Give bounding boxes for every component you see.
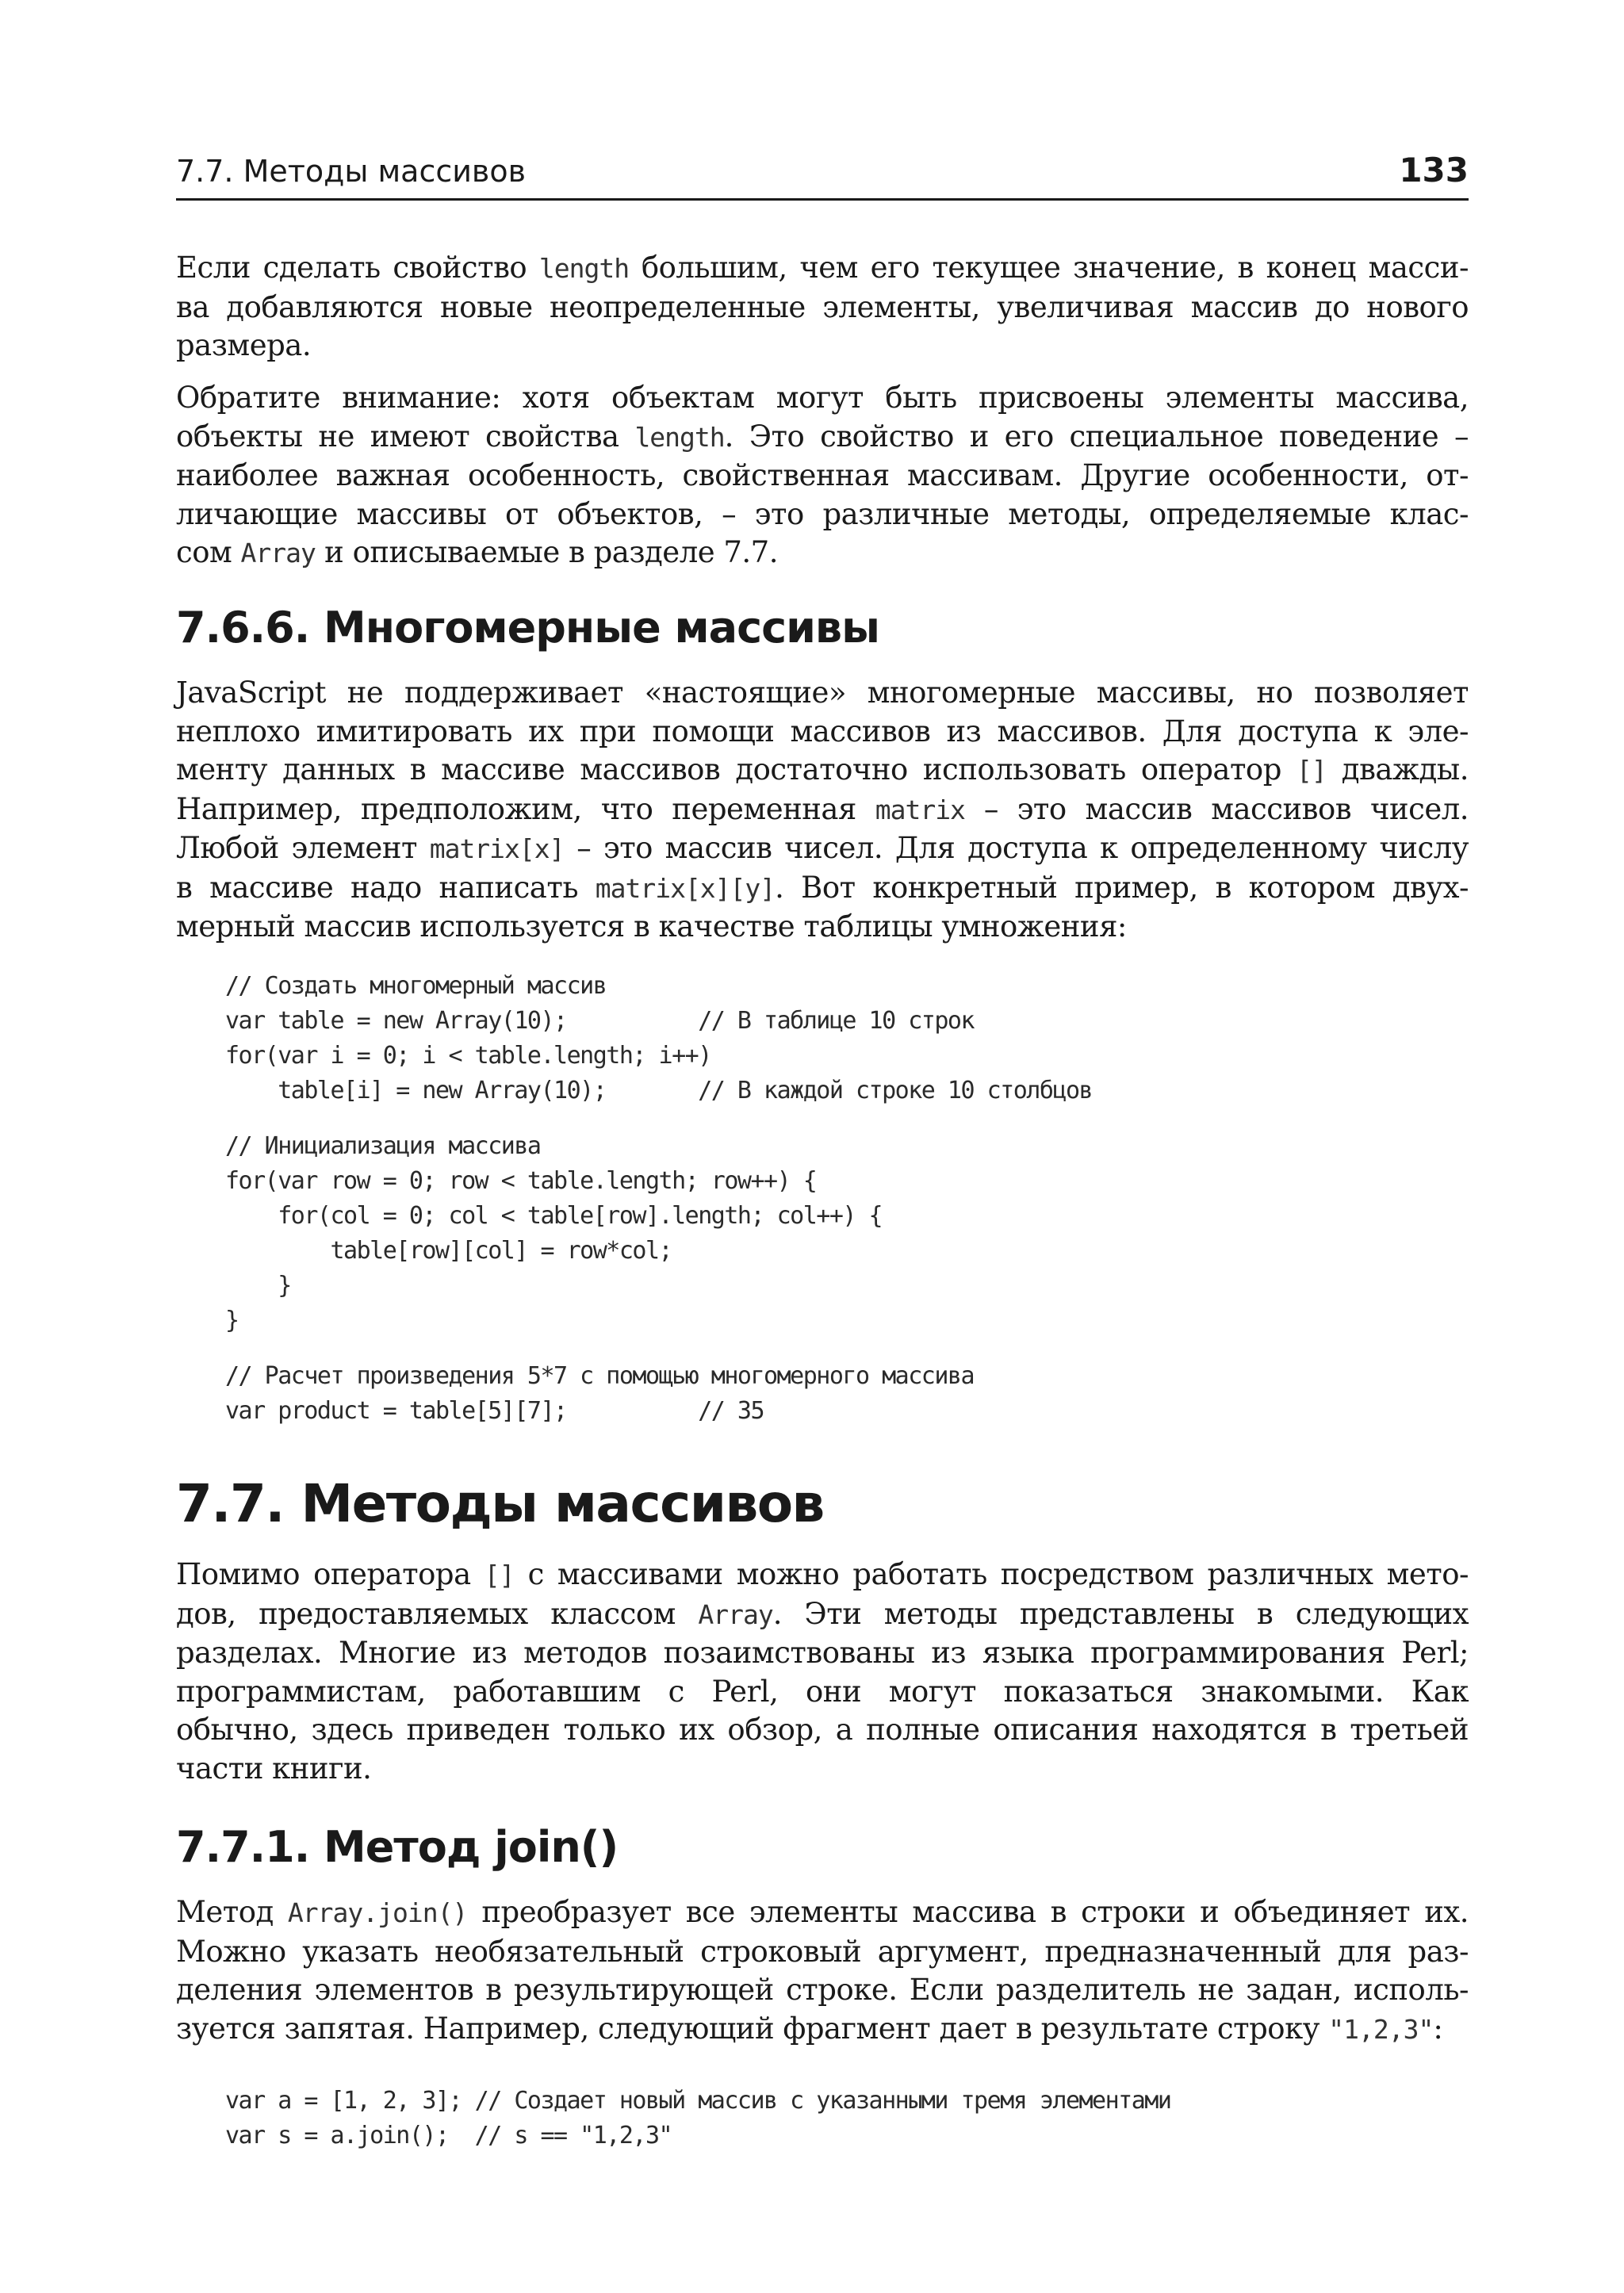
inline-code: matrix[x][y] xyxy=(595,872,776,904)
section-title: 7.6.6. Многомерные массивы xyxy=(176,603,879,653)
text-line: Обратите внимание: хотя объектам могут быть присвоены элементы массива, xyxy=(176,381,1469,415)
text-line: неплохо имитировать их при помощи массивов из массивов. Для доступа к эле- xyxy=(176,714,1469,748)
running-head xyxy=(176,147,1469,201)
text-line: ва добавляются новые неопределенные элементы, увеличивая массив до нового xyxy=(176,289,1469,324)
inline-code: matrix[x] xyxy=(429,833,565,864)
text-line: сом Array и описываемые в разделе 7.7. xyxy=(176,535,778,569)
code-line: // Инициализация массива xyxy=(225,1132,541,1160)
text-line: Помимо оператора [] с массивами можно работать посредством различных мето- xyxy=(176,1557,1469,1591)
code-line: for(var row = 0; row < table.length; row++) { xyxy=(225,1167,817,1195)
code-block xyxy=(176,969,1469,1429)
running-head-title: 7.7. Методы массивов xyxy=(176,154,526,189)
paragraph-text xyxy=(176,379,1469,573)
text-line: размера. xyxy=(176,328,312,362)
code-line: } xyxy=(225,1307,239,1334)
text-line: личающие массивы от объектов, – это различные методы, определяемые клас- xyxy=(176,496,1469,531)
paragraph-array-methods xyxy=(176,1556,1469,1788)
text-line: программистам, работавшим с Perl, они могут показаться знакомыми. Как xyxy=(176,1674,1469,1709)
code-line: table[i] = new Array(10); // В каждой строке 10 столбцов xyxy=(225,1077,1093,1104)
code-line: table[row][col] = row*col; xyxy=(225,1237,672,1265)
text-line: части книги. xyxy=(176,1751,372,1786)
text-line: разделах. Многие из методов позаимствованы из языка программирования Perl; xyxy=(176,1636,1469,1670)
text-line: Если сделать свойство length большим, чем его текущее значение, в конец масси- xyxy=(176,251,1469,285)
inline-code: [] xyxy=(484,1560,515,1591)
text-line: наиболее важная особенность, свойственная массивам. Другие особенности, от- xyxy=(176,458,1469,492)
code-line: var table = new Array(10); // В таблице 10 строк xyxy=(225,1007,975,1035)
inline-code: Array.join() xyxy=(287,1897,468,1928)
paragraph-multidim xyxy=(176,674,1469,947)
paragraph-text xyxy=(176,674,1469,947)
paragraph-objects-length xyxy=(176,379,1469,573)
page-number: 133 xyxy=(1399,151,1469,189)
text-line: обычно, здесь приведен только их обзор, а полные описания находятся в третьей xyxy=(176,1713,1469,1747)
section-heading-771 xyxy=(176,1822,1469,1872)
code-listing-multiplication xyxy=(176,969,1469,1429)
code-line: var a = [1, 2, 3]; // Создает новый массив с указанными тремя элементами xyxy=(225,2087,1171,2115)
paragraph-text xyxy=(176,1556,1469,1788)
text-line: Метод Array.join() преобразует все элементы массива в строки и объединяет их. xyxy=(176,1895,1469,1929)
text-line: менту данных в массиве массивов достаточно использовать оператор [] дважды. xyxy=(176,752,1469,787)
section-title: 7.7.1. Метод join() xyxy=(176,1822,619,1872)
code-line: var s = a.join(); // s == "1,2,3" xyxy=(225,2122,672,2149)
code-line: // Создать многомерный массив xyxy=(225,972,607,1000)
inline-code: matrix xyxy=(875,794,965,825)
paragraph-text xyxy=(176,1893,1469,2049)
code-blank-line xyxy=(225,1338,1469,1359)
text-line: JavaScript не поддерживает «настоящие» многомерные массивы, но позволяет xyxy=(176,676,1469,710)
text-line: деления элементов в результирующей строке. Если разделитель не задан, исполь- xyxy=(176,1973,1469,2007)
text-line: в массиве надо написать matrix[x][y]. Вот конкретный пример, в котором двух- xyxy=(176,870,1469,905)
text-line: Любой элемент matrix[x] – это массив чисел. Для доступа к определенному числу xyxy=(176,831,1469,865)
chapter-title: 7.7. Методы массивов xyxy=(176,1473,824,1534)
paragraph-text xyxy=(176,249,1469,366)
code-line: // Расчет произведения 5*7 с помощью многомерного массива xyxy=(225,1362,975,1390)
inline-code: [] xyxy=(1296,755,1327,786)
code-line: for(col = 0; col < table[row].length; col++) { xyxy=(225,1202,883,1230)
code-listing-join xyxy=(176,2084,1469,2153)
text-line: Например, предположим, что переменная matrix – это массив массивов чисел. xyxy=(176,791,1469,826)
text-line: дов, предоставляемых классом Array. Эти методы представлены в следующих xyxy=(176,1596,1469,1631)
code-line: for(var i = 0; i < table.length; i++) xyxy=(225,1042,711,1070)
paragraph-join xyxy=(176,1893,1469,2049)
inline-code: "1,2,3" xyxy=(1328,2013,1434,2045)
code-line: } xyxy=(225,1272,291,1300)
text-line: зуется запятая. Например, следующий фрагмент дает в результате строку "1,2,3": xyxy=(176,2011,1443,2046)
section-heading-766 xyxy=(176,603,1469,653)
inline-code: Array xyxy=(240,538,316,568)
code-block xyxy=(176,2084,1469,2153)
chapter-heading-77 xyxy=(176,1473,1469,1534)
paragraph-length-grow xyxy=(176,249,1469,366)
code-blank-line xyxy=(225,1108,1469,1129)
inline-code: length xyxy=(538,253,630,284)
inline-code: Array xyxy=(698,1598,773,1630)
text-line: объекты не имеют свойства length. Это свойство и его специальное поведение – xyxy=(176,419,1469,454)
text-line: мерный массив используется в качестве таблицы умножения: xyxy=(176,909,1127,944)
inline-code: length xyxy=(634,421,725,453)
code-line: var product = table[5][7]; // 35 xyxy=(225,1397,764,1425)
text-line: Можно указать необязательный строковый аргумент, предназначенный для раз- xyxy=(176,1934,1469,1969)
